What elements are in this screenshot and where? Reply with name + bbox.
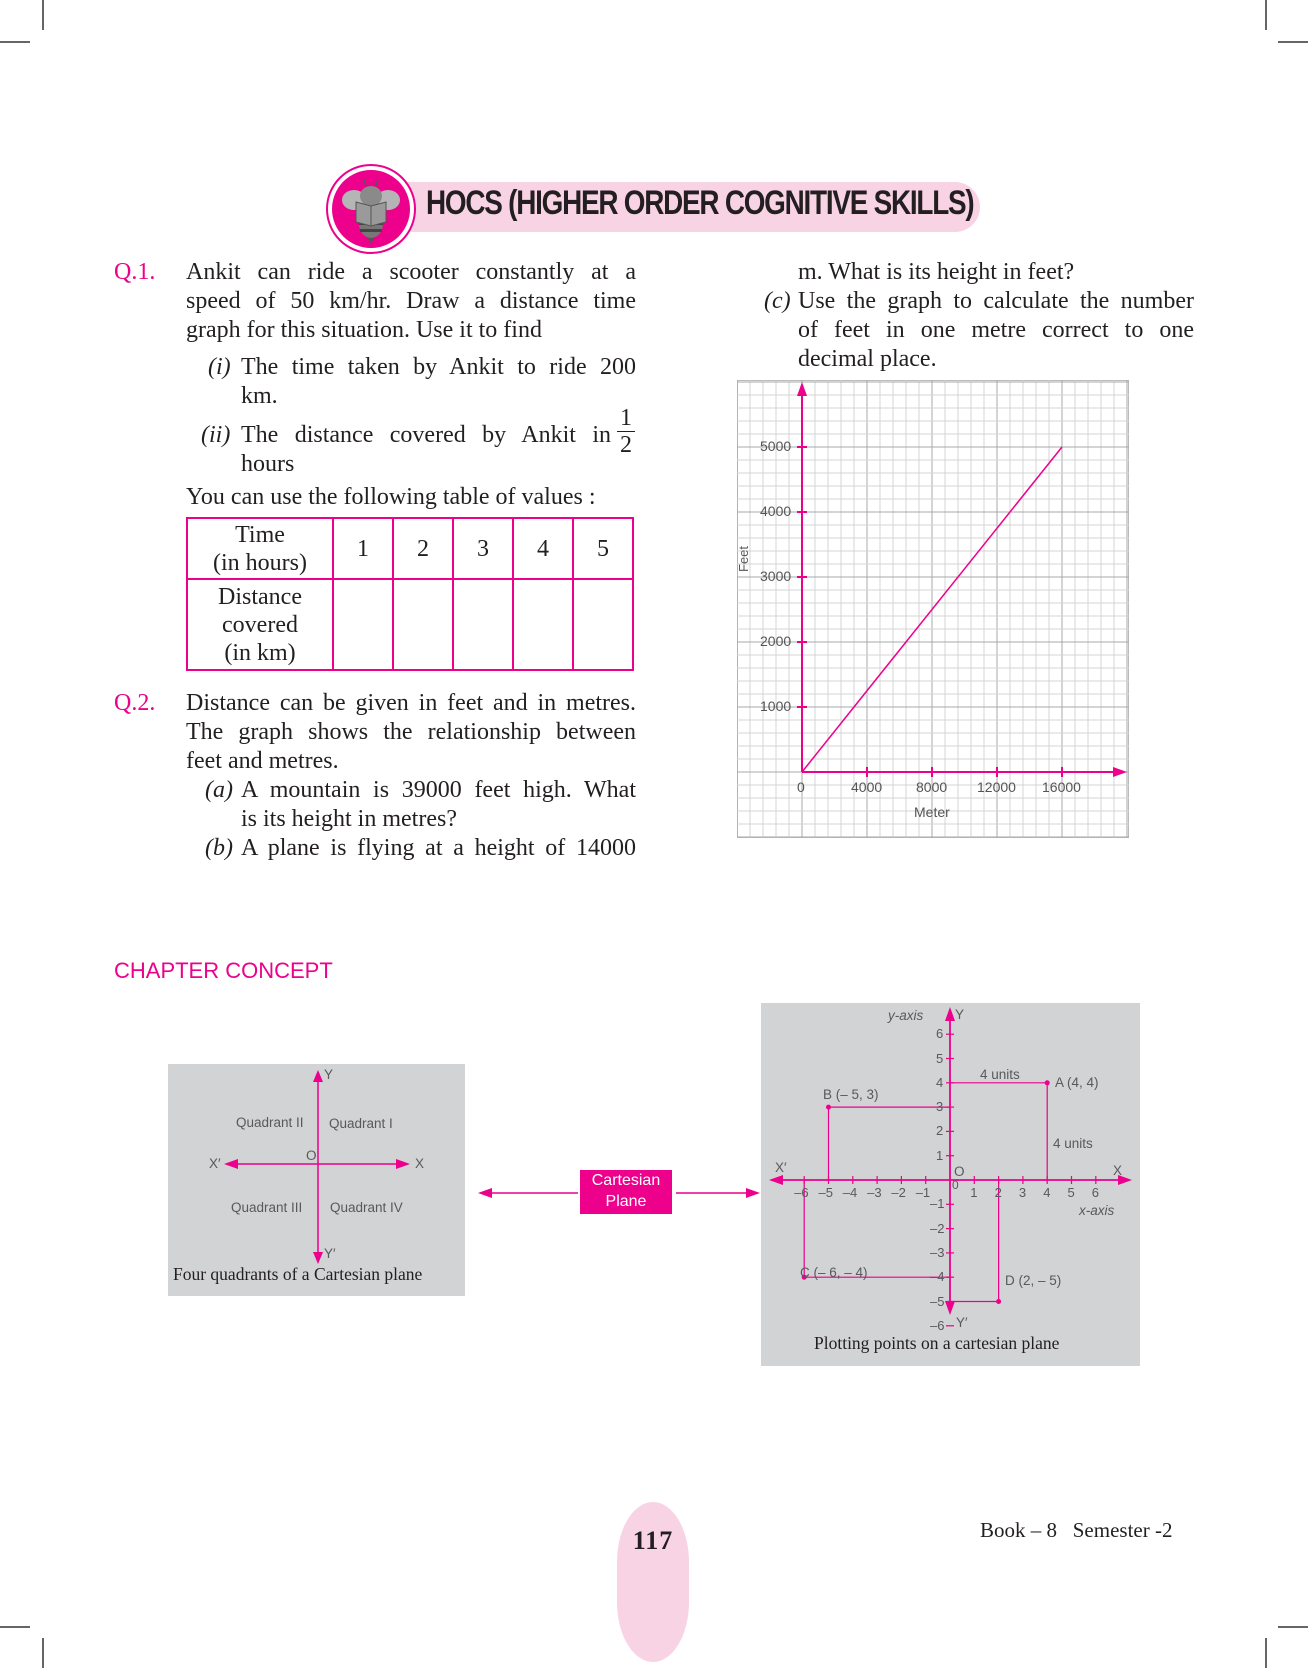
sub-question-text: A plane is flying at a height of 14000 xyxy=(241,835,636,861)
point-label-b: B (– 5, 3) xyxy=(823,1087,879,1102)
x-tick-label: 6 xyxy=(1091,1185,1100,1200)
crop-mark xyxy=(42,0,44,30)
y-tick-label: 2 xyxy=(936,1123,944,1139)
cartesian-plane-box: Cartesian Plane xyxy=(580,1170,672,1214)
x-tick-label: –4 xyxy=(842,1185,858,1200)
text-line: Ankit can ride a scooter constantly at a xyxy=(186,259,636,285)
header-title: HOCS (HIGHER ORDER COGNITIVE SKILLS) xyxy=(426,184,974,222)
y-tick-label: 4 xyxy=(936,1074,944,1090)
x-axis-label: Meter xyxy=(914,804,950,820)
x-tick-label: 4 xyxy=(1043,1185,1051,1200)
question-number: Q.1. xyxy=(114,259,156,285)
question-number: Q.2. xyxy=(114,690,156,716)
fraction-one-half: 1 2 xyxy=(616,405,636,458)
y-tick-label: –3 xyxy=(930,1244,945,1260)
chapter-concept-title: CHAPTER CONCEPT xyxy=(114,958,333,983)
y-tick-label: 1 xyxy=(936,1147,944,1163)
question-text: Distance can be given in feet and in metres. The graph shows the relationship between feet and metres. xyxy=(186,690,636,774)
table-header-cell: Time (in hours) xyxy=(187,518,333,579)
sub-question-text: The time taken by Ankit to ride 200 km. xyxy=(241,354,636,409)
x-tick-label: 3 xyxy=(1018,1185,1027,1200)
x-tick-label: 4000 xyxy=(851,779,883,795)
diagram-caption: Plotting points on a cartesian plane xyxy=(814,1333,1060,1353)
y-tick-label: 6 xyxy=(936,1026,944,1042)
y-tick-label: 3 xyxy=(936,1099,944,1115)
axis-label-y: Y xyxy=(955,1007,965,1022)
sub-question-label: (a) xyxy=(205,777,233,803)
table-header-cell: Distance covered (in km) xyxy=(187,579,333,670)
sub-question-label: (ii) xyxy=(201,422,231,448)
page-number: 117 xyxy=(632,1526,674,1555)
axis-label-y-prime: Y′ xyxy=(324,1246,336,1261)
y-tick-label: 5000 xyxy=(760,438,792,454)
crop-mark xyxy=(42,1638,44,1668)
table-row xyxy=(187,579,633,670)
x-tick-label: 5 xyxy=(1067,1185,1075,1200)
sub-question-text: A mountain is 39000 feet high. What is its height in metres? xyxy=(241,777,636,832)
y-tick-label: 2000 xyxy=(760,633,792,649)
table-cell xyxy=(453,579,513,670)
origin-label: O xyxy=(306,1148,317,1163)
book-semester-label: Book – 8 Semester -2 xyxy=(980,1518,1173,1542)
axis-label-x-prime: X′ xyxy=(775,1160,787,1175)
zero-label: 0 xyxy=(952,1178,959,1192)
axis-label-y-prime: Y′ xyxy=(956,1315,968,1330)
sub-question-label: (i) xyxy=(208,354,231,380)
y-axis-name: y-axis xyxy=(888,1008,924,1023)
table-cell: 3 xyxy=(453,518,513,579)
diagram-caption: Four quadrants of a Cartesian plane xyxy=(173,1264,423,1284)
x-tick-label: 2 xyxy=(994,1185,1002,1200)
point-label-d: D (2, – 5) xyxy=(1005,1273,1062,1288)
text-line: graph for this situation. Use it to find xyxy=(186,317,542,343)
table-cell xyxy=(573,579,633,670)
sub-question-label: (c) xyxy=(764,288,791,314)
units-label-horizontal: 4 units xyxy=(980,1067,1020,1082)
feet-meter-graph xyxy=(737,380,1129,838)
crop-mark xyxy=(1265,1638,1267,1668)
crop-mark xyxy=(1265,0,1267,30)
y-tick-label: –1 xyxy=(930,1196,945,1212)
axis-label-x: X xyxy=(415,1156,425,1171)
sub-question-label: (b) xyxy=(205,835,233,861)
y-tick-label: 3000 xyxy=(760,568,792,584)
table-row xyxy=(187,518,633,579)
point-label-a: A (4, 4) xyxy=(1055,1075,1099,1090)
table-cell: 5 xyxy=(573,518,633,579)
x-tick-label: –5 xyxy=(818,1185,833,1200)
crop-mark xyxy=(1278,1626,1308,1628)
sub-question-text: m. What is its height in feet? xyxy=(798,259,1075,285)
x-tick-label: –6 xyxy=(794,1185,809,1200)
x-tick-label: –1 xyxy=(915,1185,931,1200)
quadrant-label: Quadrant I xyxy=(329,1116,393,1131)
point-label-c: C (– 6, – 4) xyxy=(800,1265,868,1280)
sub-question-text: Use the graph to calculate the number of feet in one metre correct to one decimal place. xyxy=(798,288,1194,372)
values-table xyxy=(186,517,634,671)
table-cell: 2 xyxy=(393,518,453,579)
x-tick-label: 8000 xyxy=(916,779,948,795)
quadrant-label: Quadrant II xyxy=(236,1115,304,1130)
table-cell xyxy=(333,579,393,670)
x-tick-label: –2 xyxy=(891,1185,906,1200)
question-text xyxy=(186,258,636,345)
table-intro: You can use the following table of values : xyxy=(186,484,596,510)
table-cell: 4 xyxy=(513,518,573,579)
sub-question-text: The distance covered by Ankit in hours xyxy=(241,422,611,477)
crop-mark xyxy=(0,41,30,43)
axis-label-x: X xyxy=(1113,1163,1123,1178)
crop-mark xyxy=(0,1626,30,1628)
crop-mark xyxy=(1278,41,1308,43)
text-line: speed of 50 km/hr. Draw a distance time xyxy=(186,288,636,314)
x-tick-label: 1 xyxy=(970,1185,978,1200)
quadrant-label: Quadrant III xyxy=(231,1200,303,1215)
y-tick-label: –4 xyxy=(930,1269,945,1285)
x-tick-label: 12000 xyxy=(977,779,1016,795)
x-tick-label: –3 xyxy=(867,1185,882,1200)
units-label-vertical: 4 units xyxy=(1053,1136,1093,1151)
bee-reading-book-icon xyxy=(332,170,410,248)
origin-label: O xyxy=(954,1164,965,1179)
graph-canvas xyxy=(737,380,1129,838)
quadrants-axes xyxy=(168,1064,465,1296)
axis-label-x-prime: X′ xyxy=(209,1156,221,1171)
y-axis-label: Feet xyxy=(736,545,751,572)
x-tick-label: 0 xyxy=(797,779,805,795)
y-tick-label: 4000 xyxy=(760,503,792,519)
table-cell xyxy=(393,579,453,670)
table-cell xyxy=(513,579,573,670)
quadrant-label: Quadrant IV xyxy=(330,1200,403,1215)
axis-label-y: Y xyxy=(324,1067,334,1082)
x-tick-label: 16000 xyxy=(1042,779,1081,795)
y-tick-label: 5 xyxy=(936,1050,944,1066)
y-tick-label: –5 xyxy=(930,1293,945,1309)
x-axis-name: x-axis xyxy=(1079,1203,1115,1218)
y-tick-label: –6 xyxy=(930,1317,945,1333)
table-cell: 1 xyxy=(333,518,393,579)
y-tick-label: 1000 xyxy=(760,698,792,714)
y-tick-label: –2 xyxy=(930,1220,945,1236)
quadrants-diagram xyxy=(168,1064,465,1296)
